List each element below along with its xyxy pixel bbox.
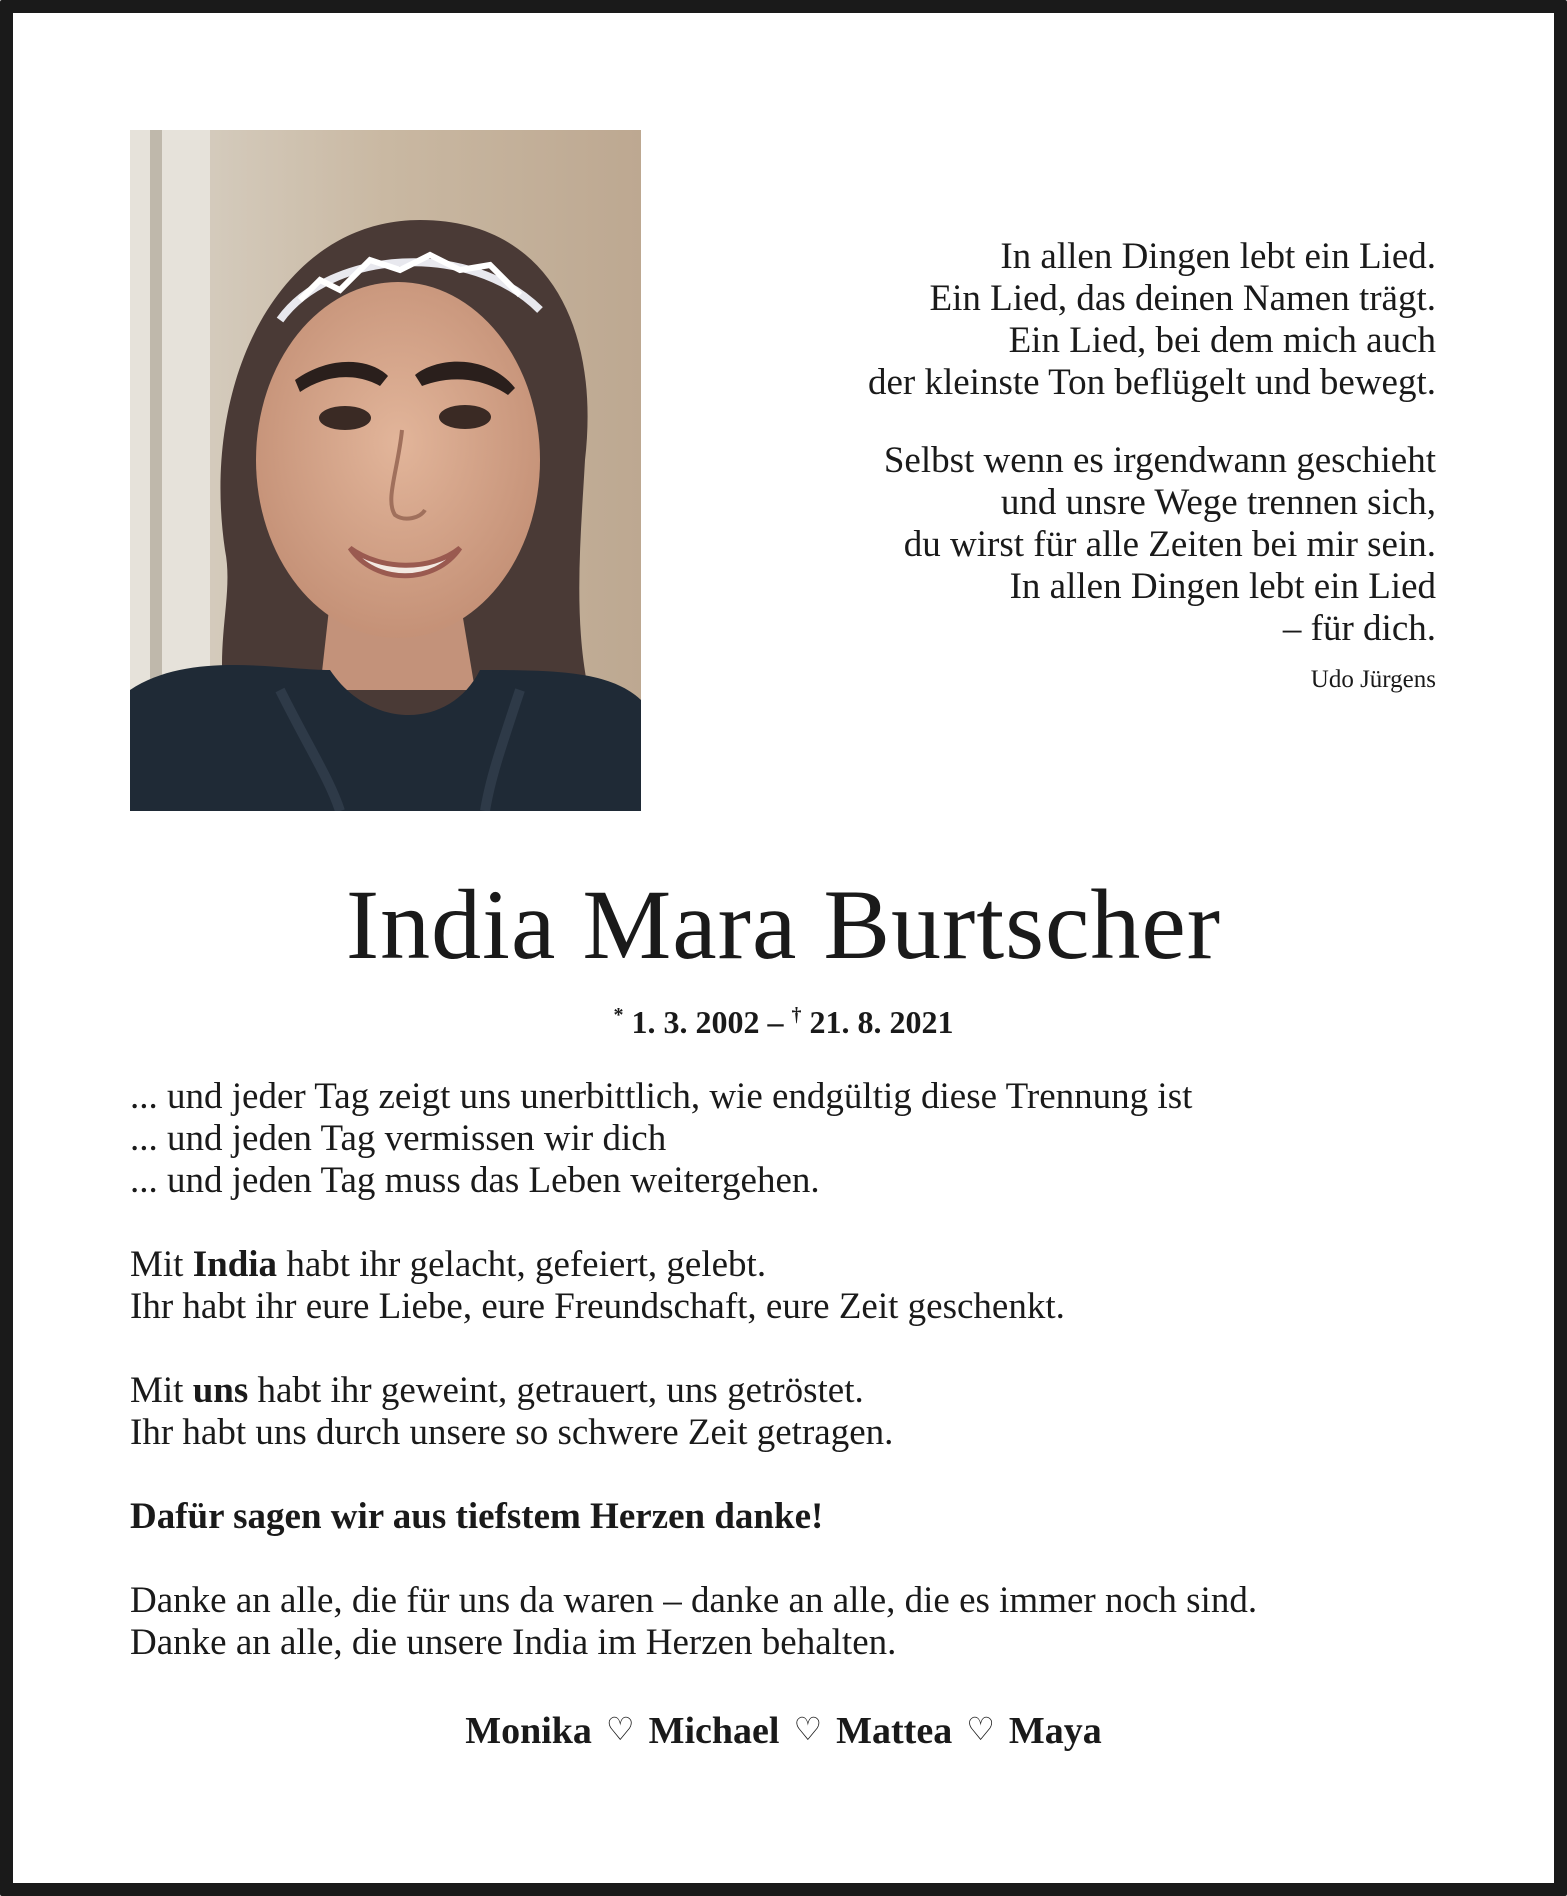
birth-symbol: * [613, 1004, 624, 1026]
poem [736, 236, 1436, 696]
text-line: Danke an alle, die unsere India im Herzen behalten. [130, 1622, 897, 1663]
text-fragment: Mit [130, 1370, 184, 1411]
india-paragraph [130, 1244, 1450, 1328]
family-name: Michael [648, 1710, 780, 1752]
text-line: ... und jeden Tag muss das Leben weitergehen. [130, 1160, 820, 1201]
poem-line: – für dich. [1282, 608, 1436, 649]
poem-stanza-2 [736, 440, 1436, 650]
deceased-name: India Mara Burtscher [345, 869, 1222, 980]
poem-author: Udo Jürgens [1310, 666, 1436, 693]
poem-line: der kleinste Ton beflügelt und bewegt. [867, 362, 1436, 403]
heart-icon: ♡ [966, 1711, 995, 1747]
birth-date: 1. 3. 2002 [631, 1004, 760, 1040]
family-name: Maya [1008, 1710, 1102, 1752]
heart-icon: ♡ [605, 1711, 635, 1747]
poem-line: Ein Lied, das deinen Namen trägt. [929, 278, 1436, 319]
obituary-text [130, 1076, 1450, 1706]
text-line: ... und jeden Tag vermissen wir dich [130, 1118, 667, 1159]
uns-paragraph [130, 1370, 1450, 1454]
text-line [130, 1244, 1450, 1286]
text-line: Ihr habt ihr eure Liebe, eure Freundschaft, eure Zeit geschenkt. [130, 1286, 1065, 1327]
poem-line: Ein Lied, bei dem mich auch [1008, 320, 1436, 361]
text-line [130, 1370, 1450, 1412]
poem-line: In allen Dingen lebt ein Lied. [1000, 236, 1436, 277]
text-line: ... und jeder Tag zeigt uns unerbittlich, wie endgültig diese Trennung ist [130, 1076, 1193, 1117]
death-symbol: † [791, 1004, 802, 1026]
date-separator: – [767, 1004, 784, 1040]
poem-line: Selbst wenn es irgendwann geschieht [883, 440, 1436, 481]
poem-line: und unsre Wege trennen sich, [1000, 482, 1436, 523]
text-fragment: habt ihr gelacht, gefeiert, gelebt. [286, 1244, 767, 1285]
thanks-heading-text: Dafür sagen wir aus tiefstem Herzen danke! [130, 1496, 824, 1537]
intro-paragraph [130, 1076, 1450, 1202]
poem-line: In allen Dingen lebt ein Lied [1009, 566, 1436, 607]
family-name: Mattea [836, 1710, 953, 1752]
text-fragment: habt ihr geweint, getrauert, uns getröstet. [257, 1370, 864, 1411]
text-line: Danke an alle, die für uns da waren – danke an alle, die es immer noch sind. [130, 1580, 1258, 1621]
bold-word: uns [192, 1370, 249, 1411]
portrait-photo [130, 130, 641, 811]
heart-icon: ♡ [793, 1711, 823, 1747]
family-signatures [0, 1708, 1567, 1755]
text-fragment: Mit [130, 1244, 184, 1285]
death-date: 21. 8. 2021 [809, 1004, 954, 1040]
thanks-paragraph [130, 1496, 1450, 1538]
closing-paragraph [130, 1580, 1450, 1664]
family-name: Monika [465, 1710, 592, 1752]
poem-stanza-1 [736, 236, 1436, 404]
text-line: Ihr habt uns durch unsere so schwere Zeit getragen. [130, 1412, 894, 1453]
thanks-heading [130, 1496, 1450, 1538]
life-dates [0, 995, 1567, 1042]
poem-line: du wirst für alle Zeiten bei mir sein. [903, 524, 1436, 565]
bold-word: India [192, 1244, 278, 1285]
